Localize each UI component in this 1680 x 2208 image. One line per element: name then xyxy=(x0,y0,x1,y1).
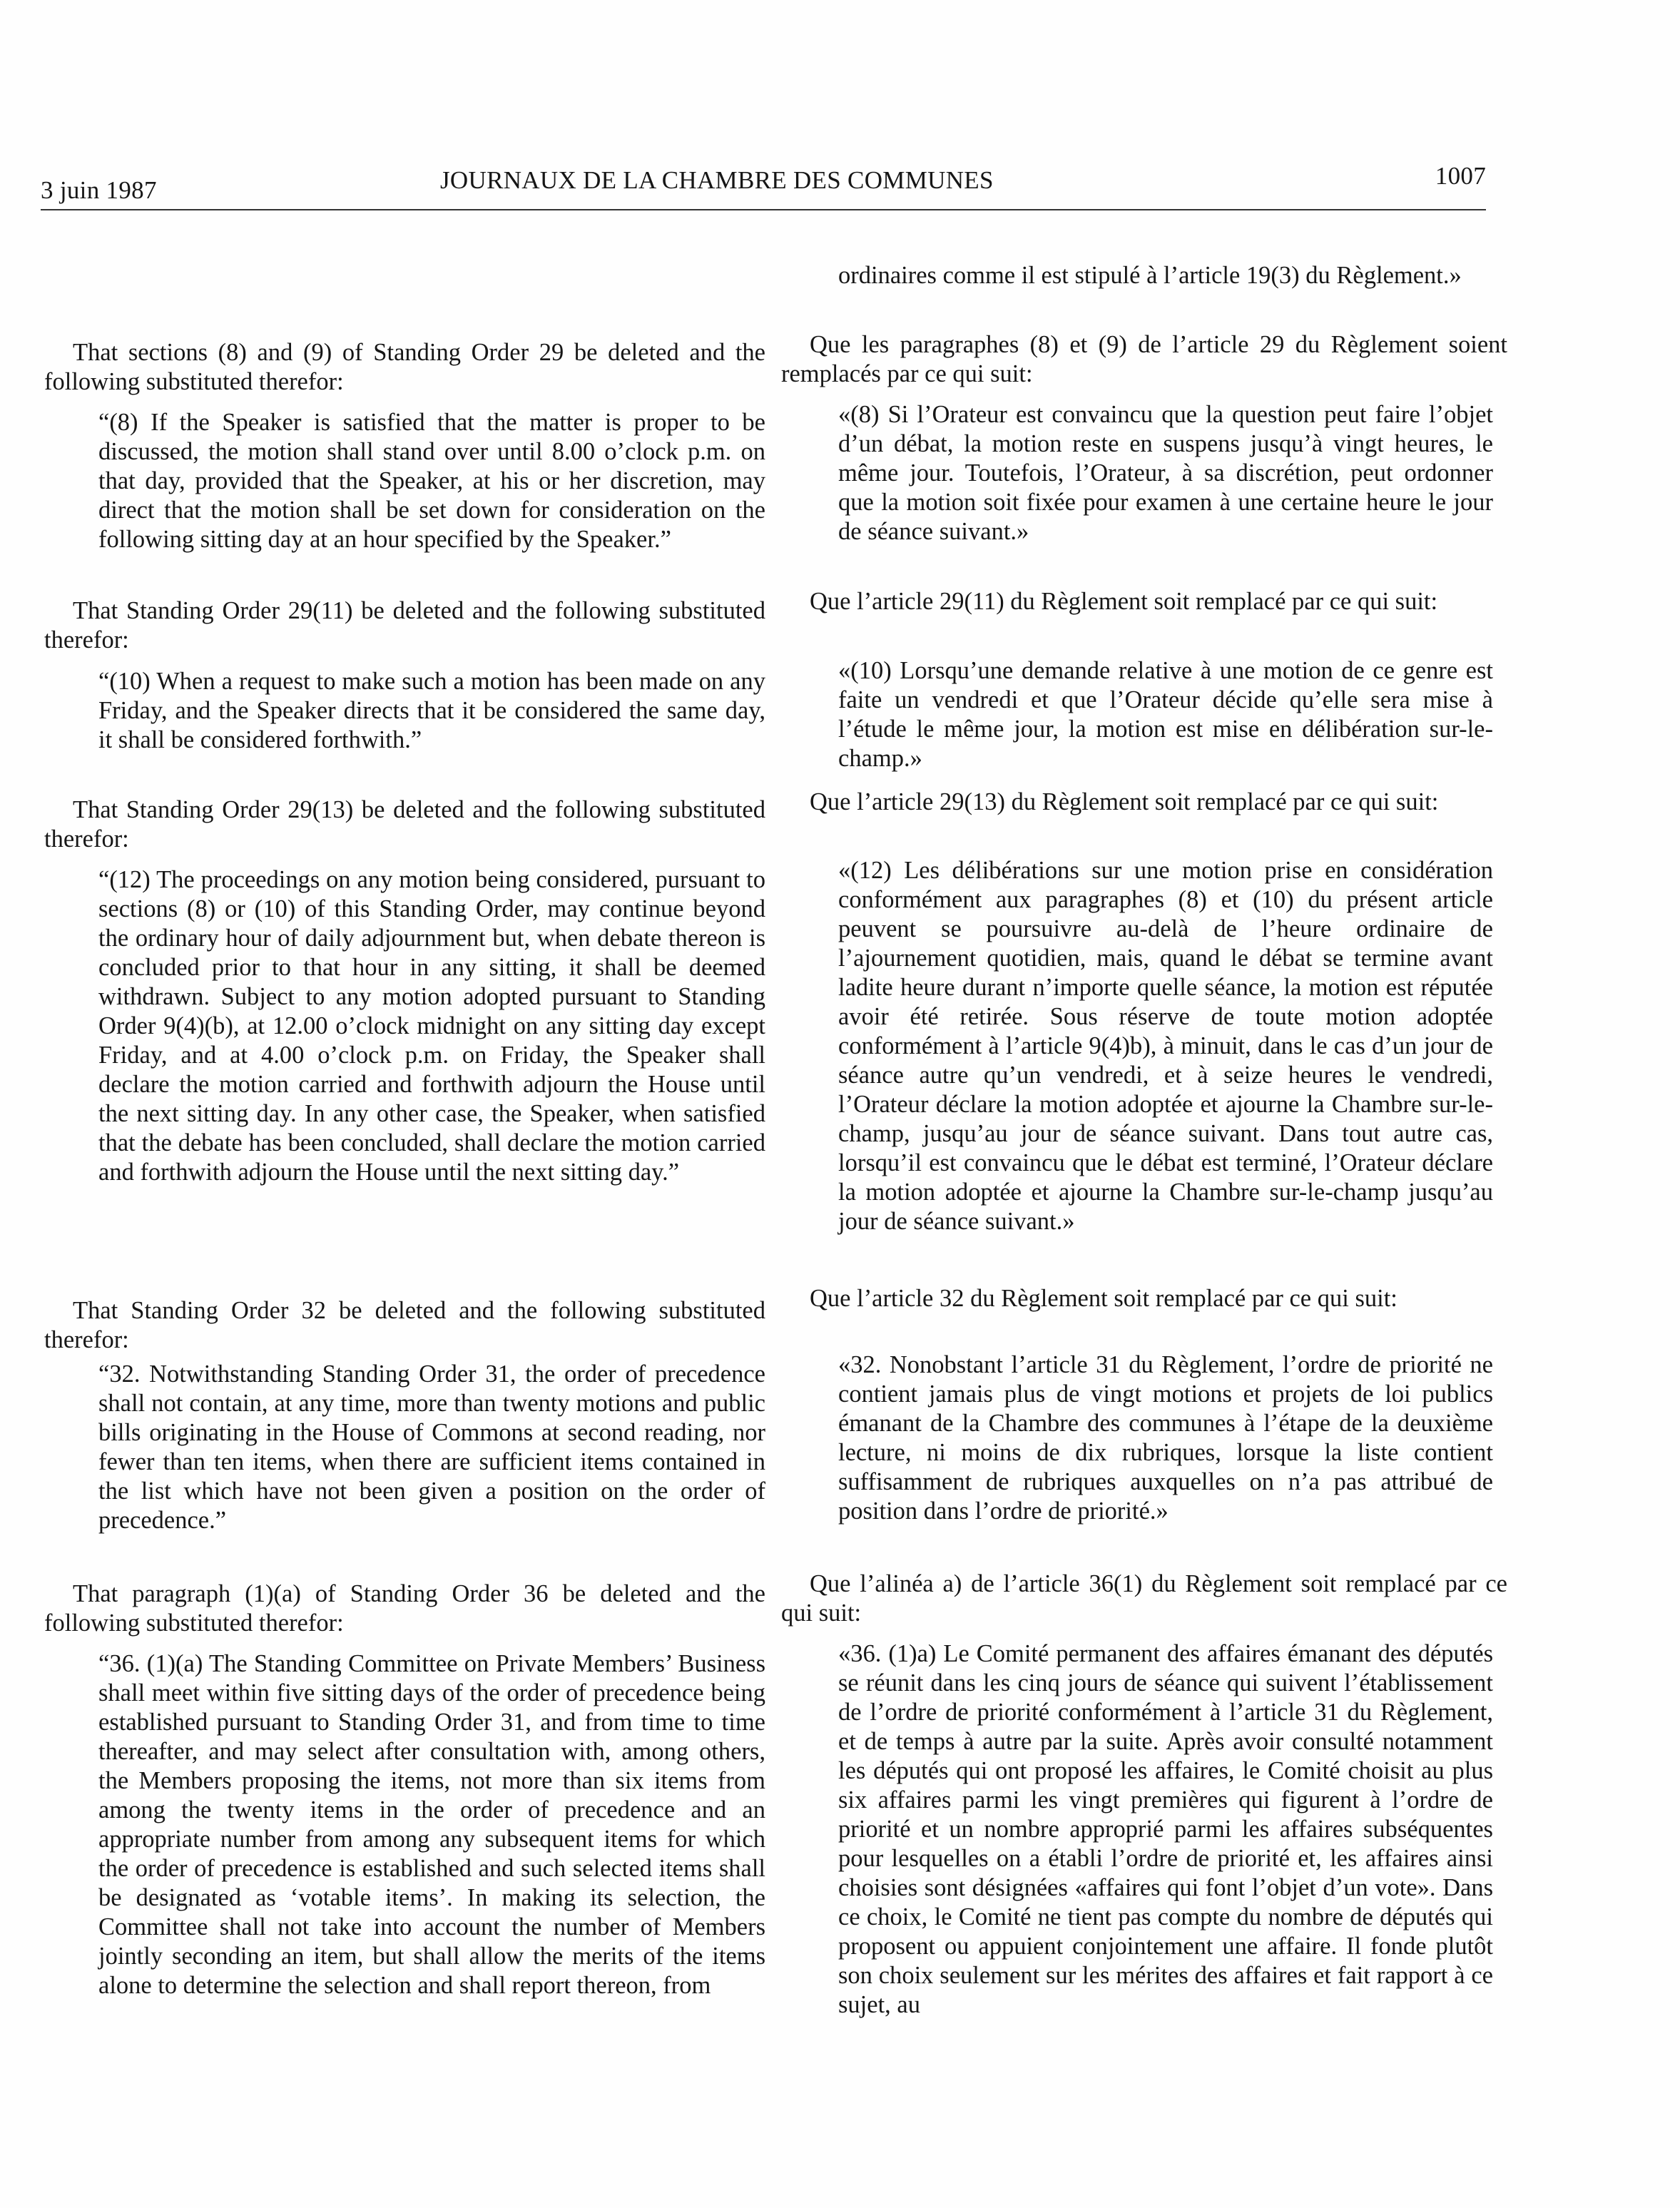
resolution-paragraph: Que les paragraphes (8) et (9) de l’article 29 du Règlement soient remplacés par ce qui suit: xyxy=(781,331,1507,387)
resolution-paragraph: Que l’alinéa a) de l’article 36(1) du Règlement soit remplacé par ce qui suit: xyxy=(781,1570,1507,1627)
header-date: 3 juin 1987 xyxy=(41,176,157,204)
resolution-paragraph: That Standing Order 29(11) be deleted and the following substituted therefor: xyxy=(44,597,765,653)
resolution-paragraph: Que l’article 29(11) du Règlement soit remplacé par ce qui suit: xyxy=(810,588,1438,615)
continued-text: ordinaires comme il est stipulé à l’article 19(3) du Règlement.» xyxy=(838,262,1462,289)
header-rule xyxy=(41,209,1486,210)
quoted-standing-order: «(12) Les délibérations sur une motion prise en considération conformément aux paragraphes (8) et (10) du présent article peuvent se poursuivre au-delà de l’heure ordinaire de l’ajournement quotidien, mais, quand le débat se termine avant ladite heure durant n’importe quelle séance, la motion est réputée avoir été retirée. Sous réserve de toute motion adoptée conformément à l’article 9(4)b), à minuit, dans le cas d’un jour de séance autre qu’un vendredi, et à seize heures le vendredi, l’Orateur déclare la motion adoptée et ajourne la Chambre sur-le-champ, jusqu’au jour de séance suivant. Dans tout autre cas, lorsqu’il est convaincu que le débat est terminé, l’Orateur déclare la motion adoptée et ajourne la Chambre sur-le-champ jusqu’au jour de séance suivant.» xyxy=(838,857,1493,1235)
quoted-standing-order: “(10) When a request to make such a motion has been made on any Friday, and the Speaker directs that it be considered the same day, it shall be considered forthwith.” xyxy=(98,668,765,753)
quoted-standing-order: «(10) Lorsqu’une demande relative à une motion de ce genre est faite un vendredi et que l’Orateur décide qu’elle sera mise à l’étude le même jour, la motion est mise en délibération sur-le-champ.» xyxy=(838,657,1493,772)
quoted-standing-order: “36. (1)(a) The Standing Committee on Private Members’ Business shall meet within five sitting days of the order of precedence being established pursuant to Standing Order 31, and from time to time thereafter, and may select after consultation with, among others, the Members proposing the items, not more than six items from among the twenty items in the order of precedence and an appropriate number from among any subsequent items for which the order of precedence is established and such selected items shall be designated as ‘votable items’. In making its selection, the Committee shall not take into account the number of Members jointly seconding an item, but shall allow the merits of the items alone to determine the selection and shall report thereon, from xyxy=(98,1650,765,1999)
quoted-standing-order: «36. (1)a) Le Comité permanent des affaires émanant des députés se réunit dans les cinq jours de séance qui suivent l’établissement de l’ordre de priorité conformément à l’article 31 du Règlement, et de temps à autre par la suite. Après avoir consulté notamment les députés qui ont proposé les affaires, le Comité choisit au plus six affaires parmi les vingt premières qui figurent à l’ordre de priorité et un nombre approprié parmi les affaires subséquentes pour lesquelles on a établi l’ordre de priorité et, les affaires ainsi choisies sont désignées «affaires qui font l’objet d’un vote». Dans ce choix, le Comité ne tient pas compte du nombre de députés qui proposent ou appuient conjointement une affaire. Il fonde plutôt son choix seulement sur les mérites des affaires et fait rapport à ce sujet, au xyxy=(838,1640,1493,2018)
quoted-standing-order: «32. Nonobstant l’article 31 du Règlement, l’ordre de priorité ne contient jamais plus de vingt motions et projets de loi publics émanant de la Chambre des communes à l’étape de la deuxième lecture, ni moins de dix rubriques, lorsque la liste contient suffisamment de rubriques auxquelles on n’a pas attribué de position dans l’ordre de priorité.» xyxy=(838,1351,1493,1525)
page-number: 1007 xyxy=(1435,162,1486,190)
running-header xyxy=(41,161,1486,213)
resolution-paragraph: That Standing Order 32 be deleted and the following substituted therefor: xyxy=(44,1297,765,1353)
quoted-standing-order: “(12) The proceedings on any motion being considered, pursuant to sections (8) or (10) of this Standing Order, may continue beyond the ordinary hour of daily adjournment but, when debate thereon is concluded prior to that hour in any sitting, it shall be deemed withdrawn. Subject to any motion adopted pursuant to Standing Order 9(4)(b), at 12.00 o’clock midnight on any sitting day except Friday, and at 4.00 o’clock p.m. on Friday, the Speaker shall declare the motion carried and forthwith adjourn the House until the next sitting day. In any other case, the Speaker, when satisfied that the debate has been concluded, shall declare the motion carried and forthwith adjourn the House until the next sitting day.” xyxy=(98,866,765,1186)
resolution-paragraph: That Standing Order 29(13) be deleted and the following substituted therefor: xyxy=(44,796,765,853)
quoted-standing-order: “32. Notwithstanding Standing Order 31, the order of precedence shall not contain, at any time, more than twenty motions and public bills originating in the House of Commons at second reading, nor fewer than ten items, when there are sufficient items contained in the list which have not been given a position on the order of precedence.” xyxy=(98,1360,765,1534)
resolution-paragraph: Que l’article 32 du Règlement soit remplacé par ce qui suit: xyxy=(810,1285,1398,1312)
resolution-paragraph: Que l’article 29(13) du Règlement soit remplacé par ce qui suit: xyxy=(810,788,1439,815)
header-title: JOURNAUX DE LA CHAMBRE DES COMMUNES xyxy=(440,166,994,194)
resolution-paragraph: That paragraph (1)(a) of Standing Order 36 be deleted and the following substituted therefor: xyxy=(44,1580,765,1637)
resolution-paragraph: That sections (8) and (9) of Standing Order 29 be deleted and the following substituted therefor: xyxy=(44,339,765,395)
quoted-standing-order: “(8) If the Speaker is satisfied that the matter is proper to be discussed, the motion shall stand over until 8.00 o’clock p.m. on that day, provided that the Speaker, at his or her discretion, may direct that the motion shall be set down for consideration on the following sitting day at an hour specified by the Speaker.” xyxy=(98,409,765,553)
quoted-standing-order: «(8) Si l’Orateur est convaincu que la question peut faire l’objet d’un débat, la motion reste en suspens jusqu’à vingt heures, le même jour. Toutefois, l’Orateur, à sa discrétion, peut ordonner que la motion soit fixée pour examen à une certaine heure le jour de séance suivant.» xyxy=(838,401,1493,545)
